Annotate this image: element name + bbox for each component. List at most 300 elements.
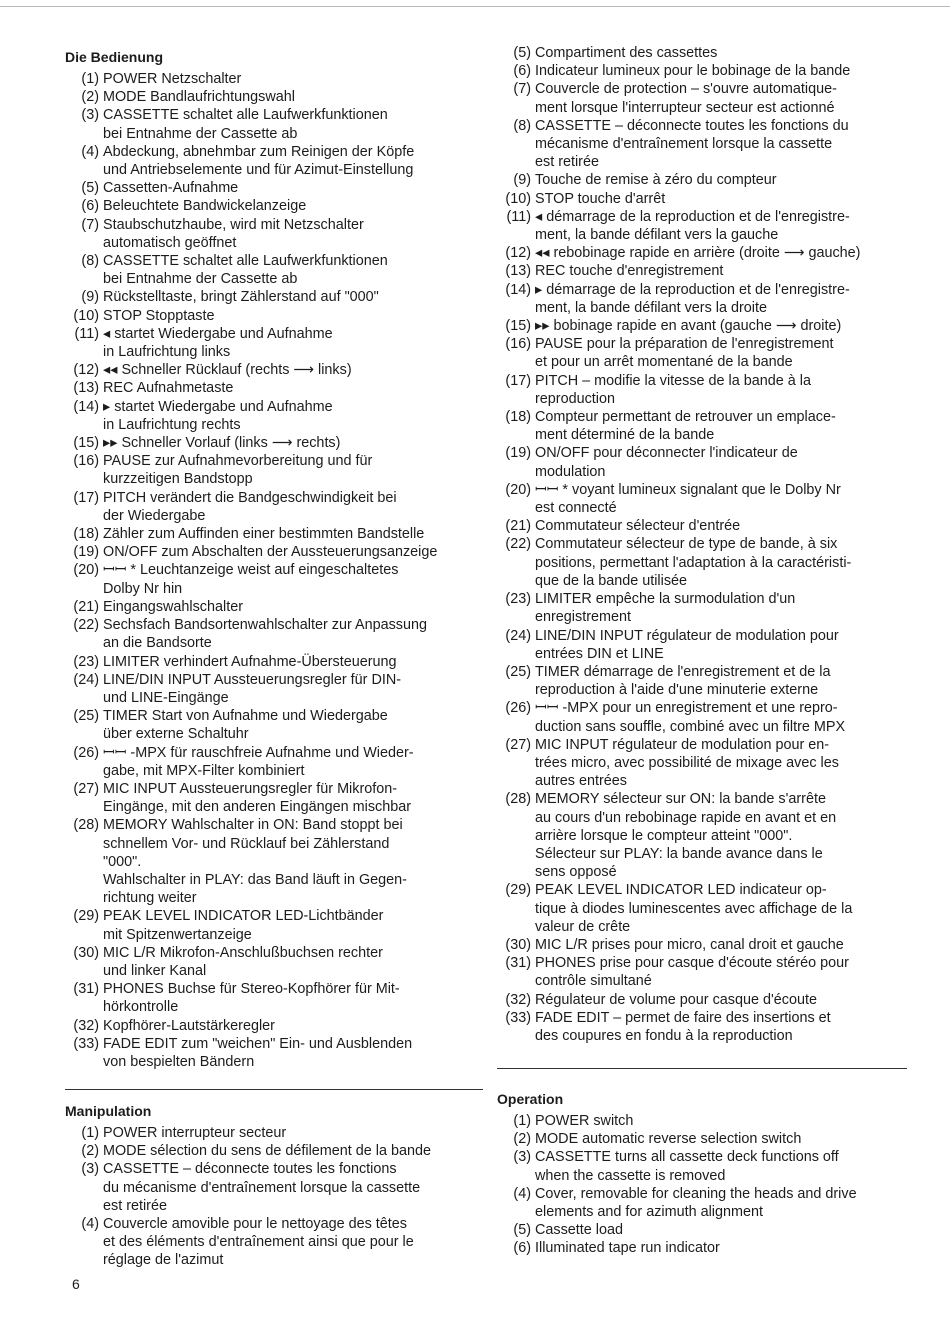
item-line: PEAK LEVEL INDICATOR LED-Lichtbänder	[103, 908, 384, 925]
list-item	[65, 197, 485, 215]
item-line: Cassetten-Aufnahme	[103, 180, 239, 197]
item-text	[103, 653, 485, 671]
item-text	[103, 816, 485, 907]
item-number: (22)	[505, 536, 531, 553]
item-text	[535, 444, 917, 480]
item-number: (1)	[81, 1125, 99, 1141]
item-text	[103, 1124, 485, 1142]
item-text	[535, 663, 917, 699]
list-item	[65, 525, 485, 543]
list-item	[497, 244, 917, 262]
item-line: est retirée	[535, 154, 599, 171]
list-item	[65, 307, 485, 325]
list-item	[65, 980, 485, 1016]
item-text	[103, 616, 485, 652]
item-line: ꟷꟷ * voyant lumineux signalant que le Dolby Nr	[535, 481, 841, 498]
list-item	[65, 398, 485, 434]
item-line: Cassette load	[535, 1222, 623, 1239]
item-number: (19)	[73, 544, 99, 561]
list-item	[65, 744, 485, 780]
item-line: when the cassette is removed	[535, 1167, 726, 1184]
list-item	[497, 117, 917, 172]
item-text	[103, 179, 485, 197]
item-text	[535, 80, 917, 116]
item-line: STOP touche d'arrêt	[535, 190, 666, 207]
item-line: ment, la bande défilant vers la gauche	[535, 227, 779, 244]
item-line: CASSETTE schaltet alle Laufwerkfunktionen	[103, 107, 388, 124]
item-text	[103, 379, 485, 397]
item-number: (27)	[73, 780, 99, 797]
list-item	[65, 707, 485, 743]
manipulation-heading: Manipulation	[65, 1103, 152, 1119]
item-line: Wahlschalter in PLAY: das Band läuft in Gegen-	[103, 871, 407, 888]
list-item	[497, 80, 917, 116]
item-line: Abdeckung, abnehmbar zum Reinigen der Köpfe	[103, 143, 415, 160]
item-line: MODE Bandlaufrichtungswahl	[103, 89, 295, 106]
item-line: und LINE-Eingänge	[103, 689, 229, 706]
item-text	[103, 744, 485, 780]
item-line: elements and for azimuth alignment	[535, 1204, 763, 1221]
list-item	[65, 543, 485, 561]
item-text	[535, 335, 917, 371]
item-text	[103, 980, 485, 1016]
item-number: (26)	[505, 700, 531, 717]
french-section	[497, 44, 917, 1045]
list-item	[497, 699, 917, 735]
item-line: REC Aufnahmetaste	[103, 380, 234, 397]
item-number: (24)	[505, 627, 531, 644]
list-item	[497, 663, 917, 699]
item-number: (5)	[513, 1222, 531, 1239]
list-item	[497, 1009, 917, 1045]
item-number: (10)	[505, 190, 531, 207]
item-line: autres entrées	[535, 773, 627, 790]
list-item	[497, 190, 917, 208]
item-number: (6)	[513, 63, 531, 80]
item-line: mécanisme d'entraînement lorsque la cassette	[535, 136, 833, 153]
item-text	[103, 671, 485, 707]
item-line: Commutateur sélecteur d'entrée	[535, 518, 741, 535]
item-number: (12)	[73, 362, 99, 379]
item-line: ment déterminé de la bande	[535, 427, 715, 444]
item-number: (24)	[73, 671, 99, 688]
item-number: (27)	[505, 736, 531, 753]
item-number: (11)	[506, 208, 531, 225]
item-text	[535, 1221, 917, 1239]
item-number: (12)	[505, 245, 531, 262]
item-number: (28)	[505, 791, 531, 808]
item-text	[535, 736, 917, 791]
item-line: Sechsfach Bandsortenwahlschalter zur Anpassung	[103, 617, 427, 634]
list-item	[65, 434, 485, 452]
item-line: ꟷꟷ * Leuchtanzeige weist auf eingeschaltetes	[103, 562, 399, 579]
list-item	[65, 1215, 485, 1270]
item-line: positions, permettant l'adaptation à la caractéristi-	[535, 554, 852, 571]
list-item	[65, 88, 485, 106]
list-item	[497, 590, 917, 626]
item-number: (31)	[73, 981, 99, 998]
item-line: ◂◂ Schneller Rücklauf (rechts ⟶ links)	[103, 362, 352, 379]
list-item	[497, 262, 917, 280]
list-item	[65, 216, 485, 252]
item-text	[103, 1215, 485, 1270]
item-line: tique à diodes luminescentes avec affichage de la	[535, 900, 853, 917]
item-line: que de la bande utilisée	[535, 572, 688, 589]
item-line: valeur de crête	[535, 918, 631, 935]
item-text	[535, 208, 917, 244]
item-number: (32)	[505, 991, 531, 1008]
item-line: CASSETTE – déconnecte toutes les fonctions du	[535, 117, 849, 134]
item-text	[103, 1035, 485, 1071]
item-line: Dolby Nr hin	[103, 580, 183, 597]
list-item	[497, 627, 917, 663]
item-line: entrées DIN et LINE	[535, 645, 664, 662]
list-item	[65, 1160, 485, 1215]
item-number: (14)	[73, 398, 99, 415]
item-text	[535, 1239, 917, 1257]
item-line: PAUSE pour la préparation de l'enregistrement	[535, 336, 834, 353]
item-line: PEAK LEVEL INDICATOR LED indicateur op-	[535, 882, 827, 899]
item-text	[535, 1130, 917, 1148]
item-number: (1)	[81, 71, 99, 87]
item-line: réglage de l'azimut	[103, 1252, 224, 1269]
item-line: au cours d'un rebobinage rapide en avant et en	[535, 809, 837, 826]
item-line: ꟷꟷ -MPX für rauschfreie Aufnahme und Wieder-	[103, 744, 414, 761]
list-item	[497, 1112, 917, 1130]
list-item	[497, 1185, 917, 1221]
item-line: PITCH verändert die Bandgeschwindigkeit bei	[103, 489, 397, 506]
operation-section	[497, 1090, 917, 1258]
item-line: Illuminated tape run indicator	[535, 1240, 720, 1257]
item-text	[535, 881, 917, 936]
operation-list	[497, 1112, 917, 1258]
item-number: (18)	[73, 526, 99, 543]
item-text	[535, 44, 917, 62]
item-text	[103, 325, 485, 361]
item-text	[535, 481, 917, 517]
item-line: ment lorsque l'interrupteur secteur est actionné	[535, 99, 835, 116]
item-number: (17)	[505, 372, 531, 389]
item-number: (8)	[513, 117, 531, 134]
item-number: (29)	[73, 908, 99, 925]
item-line: Staubschutzhaube, wird mit Netzschalter	[103, 216, 364, 233]
item-text	[535, 190, 917, 208]
item-line: STOP Stopptaste	[103, 307, 215, 324]
item-line: PHONES Buchse für Stereo-Kopfhörer für Mit-	[103, 981, 400, 998]
item-number: (17)	[73, 489, 99, 506]
item-line: enregistrement	[535, 609, 631, 626]
item-text	[535, 1185, 917, 1221]
list-item	[497, 881, 917, 936]
list-item	[497, 408, 917, 444]
item-text	[103, 1142, 485, 1160]
list-item	[497, 281, 917, 317]
item-text	[103, 489, 485, 525]
item-line: ▸▸ bobinage rapide en avant (gauche ⟶ droite)	[535, 318, 842, 335]
item-text	[103, 561, 485, 597]
item-line: LIMITER verhindert Aufnahme-Übersteuerung	[103, 653, 397, 670]
item-text	[103, 452, 485, 488]
list-item	[65, 671, 485, 707]
item-line: est connecté	[535, 500, 617, 517]
item-line: Beleuchtete Bandwickelanzeige	[103, 198, 307, 215]
list-item	[497, 1130, 917, 1148]
item-number: (7)	[513, 81, 531, 98]
list-item	[65, 1124, 485, 1142]
item-line: Rückstelltaste, bringt Zählerstand auf "000"	[103, 289, 379, 306]
item-line: MODE sélection du sens de défilement de la bande	[103, 1143, 431, 1160]
item-text	[535, 62, 917, 80]
item-text	[103, 780, 485, 816]
item-number: (7)	[81, 216, 99, 233]
item-number: (4)	[513, 1185, 531, 1202]
list-item	[65, 944, 485, 980]
item-text	[535, 1009, 917, 1045]
section-divider-left	[65, 1089, 483, 1090]
item-number: (21)	[505, 518, 531, 535]
item-text	[103, 1160, 485, 1215]
item-line: CASSETTE turns all cassette deck functions off	[535, 1149, 839, 1166]
item-line: modulation	[535, 463, 606, 480]
list-item	[497, 1239, 917, 1257]
item-line: du mécanisme d'entraînement lorsque la cassette	[103, 1179, 421, 1196]
item-text	[103, 907, 485, 943]
list-item	[65, 1035, 485, 1071]
item-number: (4)	[81, 143, 99, 160]
list-item	[65, 452, 485, 488]
list-item	[65, 179, 485, 197]
item-number: (6)	[81, 198, 99, 215]
item-number: (4)	[81, 1216, 99, 1233]
item-line: TIMER démarrage de l'enregistrement et de la	[535, 663, 831, 680]
item-line: über externe Schaltuhr	[103, 726, 249, 743]
item-line: automatisch geöffnet	[103, 234, 237, 251]
item-line: contrôle simultané	[535, 973, 652, 990]
item-line: kurzzeitigen Bandstopp	[103, 471, 253, 488]
list-item	[497, 1221, 917, 1239]
item-number: (20)	[505, 481, 531, 498]
list-item	[497, 736, 917, 791]
item-number: (9)	[513, 172, 531, 189]
list-item	[497, 317, 917, 335]
list-item	[65, 361, 485, 379]
list-item	[497, 481, 917, 517]
item-line: Couvercle de protection – s'ouvre automatique-	[535, 81, 837, 98]
list-item	[65, 780, 485, 816]
item-number: (3)	[81, 107, 99, 124]
list-item	[497, 44, 917, 62]
item-line: ON/OFF pour déconnecter l'indicateur de	[535, 445, 798, 462]
item-text	[535, 991, 917, 1009]
item-line: MIC INPUT Aussteuerungsregler für Mikrofon-	[103, 780, 398, 797]
item-text	[535, 281, 917, 317]
item-text	[535, 372, 917, 408]
operation-heading: Operation	[497, 1091, 564, 1107]
item-line: ꟷꟷ -MPX pour un enregistrement et une repro-	[535, 700, 838, 717]
item-line: ▸ startet Wiedergabe und Aufnahme	[103, 398, 333, 415]
item-line: ▸ démarrage de la reproduction et de l'enregistre-	[535, 281, 850, 298]
list-item	[65, 288, 485, 306]
item-line: richtung weiter	[103, 890, 197, 907]
item-line: reproduction	[535, 390, 615, 407]
item-line: Sélecteur sur PLAY: la bande avance dans le	[535, 845, 823, 862]
item-line: Commutateur sélecteur de type de bande, à six	[535, 536, 838, 553]
item-line: PAUSE zur Aufnahmevorbereitung und für	[103, 453, 373, 470]
list-item	[65, 489, 485, 525]
item-text	[103, 707, 485, 743]
item-text	[103, 361, 485, 379]
item-text	[535, 790, 917, 881]
list-item	[497, 790, 917, 881]
item-line: Régulateur de volume pour casque d'écoute	[535, 991, 817, 1008]
item-line: hörkontrolle	[103, 999, 179, 1016]
list-item	[65, 1017, 485, 1035]
item-number: (25)	[73, 708, 99, 725]
list-item	[497, 444, 917, 480]
list-item	[65, 598, 485, 616]
item-number: (16)	[73, 453, 99, 470]
item-line: ◂ startet Wiedergabe und Aufnahme	[103, 325, 333, 342]
item-text	[535, 936, 917, 954]
list-item	[65, 325, 485, 361]
item-text	[103, 197, 485, 215]
item-line: des coupures en fondu à la reproduction	[535, 1027, 793, 1044]
page-number: 6	[72, 1276, 80, 1292]
item-line: schnellem Vor- und Rücklauf bei Zählerstand	[103, 835, 390, 852]
item-line: ON/OFF zum Abschalten der Aussteuerungsanzeige	[103, 544, 438, 561]
item-number: (23)	[505, 591, 531, 608]
item-line: Compartiment des cassettes	[535, 45, 718, 61]
item-line: ▸▸ Schneller Vorlauf (links ⟶ rechts)	[103, 435, 341, 452]
item-line: an die Bandsorte	[103, 635, 212, 652]
list-item	[65, 653, 485, 671]
item-line: LIMITER empêche la surmodulation d'un	[535, 591, 796, 608]
item-text	[103, 543, 485, 561]
german-list	[65, 70, 485, 1071]
list-item	[497, 954, 917, 990]
item-line: sens opposé	[535, 864, 617, 881]
french-list	[497, 44, 917, 1045]
list-item	[65, 561, 485, 597]
item-text	[103, 398, 485, 434]
item-text	[103, 525, 485, 543]
item-number: (32)	[73, 1017, 99, 1034]
list-item	[65, 252, 485, 288]
item-number: (15)	[505, 318, 531, 335]
list-item	[65, 1142, 485, 1160]
item-line: "000".	[103, 853, 142, 870]
item-line: und Antriebselemente und für Azimut-Einstellung	[103, 162, 414, 179]
item-line: Eingänge, mit den anderen Eingängen mischbar	[103, 799, 412, 816]
item-line: MODE automatic reverse selection switch	[535, 1131, 802, 1148]
item-line: MIC L/R Mikrofon-Anschlußbuchsen rechter	[103, 944, 383, 961]
list-item	[65, 106, 485, 142]
section-divider-right	[497, 1068, 907, 1069]
item-line: est retirée	[103, 1197, 167, 1214]
item-line: Kopfhörer-Lautstärkeregler	[103, 1017, 275, 1034]
item-text	[535, 171, 917, 189]
item-text	[535, 1148, 917, 1184]
item-number: (22)	[73, 617, 99, 634]
item-number: (29)	[505, 882, 531, 899]
item-line: POWER Netzschalter	[103, 71, 242, 87]
list-item	[497, 517, 917, 535]
item-number: (16)	[505, 336, 531, 353]
item-line: MEMORY Wahlschalter in ON: Band stoppt bei	[103, 817, 403, 834]
item-number: (3)	[81, 1161, 99, 1178]
item-number: (13)	[505, 263, 531, 280]
item-line: Couvercle amovible pour le nettoyage des têtes	[103, 1216, 407, 1233]
item-line: gabe, mit MPX-Filter kombiniert	[103, 762, 305, 779]
item-line: LINE/DIN INPUT régulateur de modulation pour	[535, 627, 839, 644]
item-line: Cover, removable for cleaning the heads and drive	[535, 1185, 857, 1202]
item-number: (19)	[505, 445, 531, 462]
item-text	[535, 627, 917, 663]
german-heading: Die Bedienung	[65, 49, 164, 65]
item-line: und linker Kanal	[103, 962, 207, 979]
item-text	[535, 244, 917, 262]
item-number: (2)	[81, 89, 99, 106]
list-item	[65, 907, 485, 943]
item-text	[103, 106, 485, 142]
item-number: (3)	[513, 1149, 531, 1166]
manipulation-section	[65, 1102, 485, 1270]
list-item	[65, 143, 485, 179]
item-number: (30)	[73, 944, 99, 961]
item-text	[103, 307, 485, 325]
item-line: FADE EDIT zum "weichen" Ein- und Ausblenden	[103, 1035, 413, 1052]
item-text	[535, 262, 917, 280]
item-text	[535, 317, 917, 335]
item-text	[103, 70, 485, 88]
manipulation-list	[65, 1124, 485, 1270]
item-text	[103, 1017, 485, 1035]
item-text	[103, 88, 485, 106]
item-text	[535, 590, 917, 626]
item-text	[103, 216, 485, 252]
item-text	[535, 1112, 917, 1130]
item-line: POWER interrupteur secteur	[103, 1125, 287, 1141]
item-line: FADE EDIT – permet de faire des insertions et	[535, 1009, 831, 1026]
item-line: in Laufrichtung rechts	[103, 416, 241, 433]
item-number: (8)	[81, 253, 99, 270]
item-number: (31)	[505, 955, 531, 972]
item-line: von bespielten Bändern	[103, 1053, 255, 1070]
top-rule	[0, 6, 950, 7]
item-line: CASSETTE schaltet alle Laufwerkfunktionen	[103, 253, 388, 270]
item-line: TIMER Start von Aufnahme und Wiedergabe	[103, 708, 388, 725]
item-line: reproduction à l'aide d'une minuterie externe	[535, 682, 819, 699]
item-line: der Wiedergabe	[103, 507, 206, 524]
item-line: Eingangswahlschalter	[103, 598, 243, 615]
item-text	[535, 408, 917, 444]
item-number: (10)	[73, 307, 99, 324]
item-line: MIC L/R prises pour micro, canal droit et gauche	[535, 936, 844, 953]
item-line: POWER switch	[535, 1113, 634, 1129]
item-line: arrière lorsque le compteur atteint "000".	[535, 827, 793, 844]
item-number: (18)	[505, 409, 531, 426]
item-line: Touche de remise à zéro du compteur	[535, 172, 777, 189]
item-text	[535, 954, 917, 990]
list-item	[65, 70, 485, 88]
item-line: mit Spitzenwertanzeige	[103, 926, 252, 943]
item-text	[103, 143, 485, 179]
item-line: LINE/DIN INPUT Aussteuerungsregler für DIN-	[103, 671, 402, 688]
item-line: duction sans souffle, combiné avec un filtre MPX	[535, 718, 846, 735]
item-number: (21)	[73, 598, 99, 615]
item-number: (25)	[505, 663, 531, 680]
item-number: (33)	[73, 1035, 99, 1052]
